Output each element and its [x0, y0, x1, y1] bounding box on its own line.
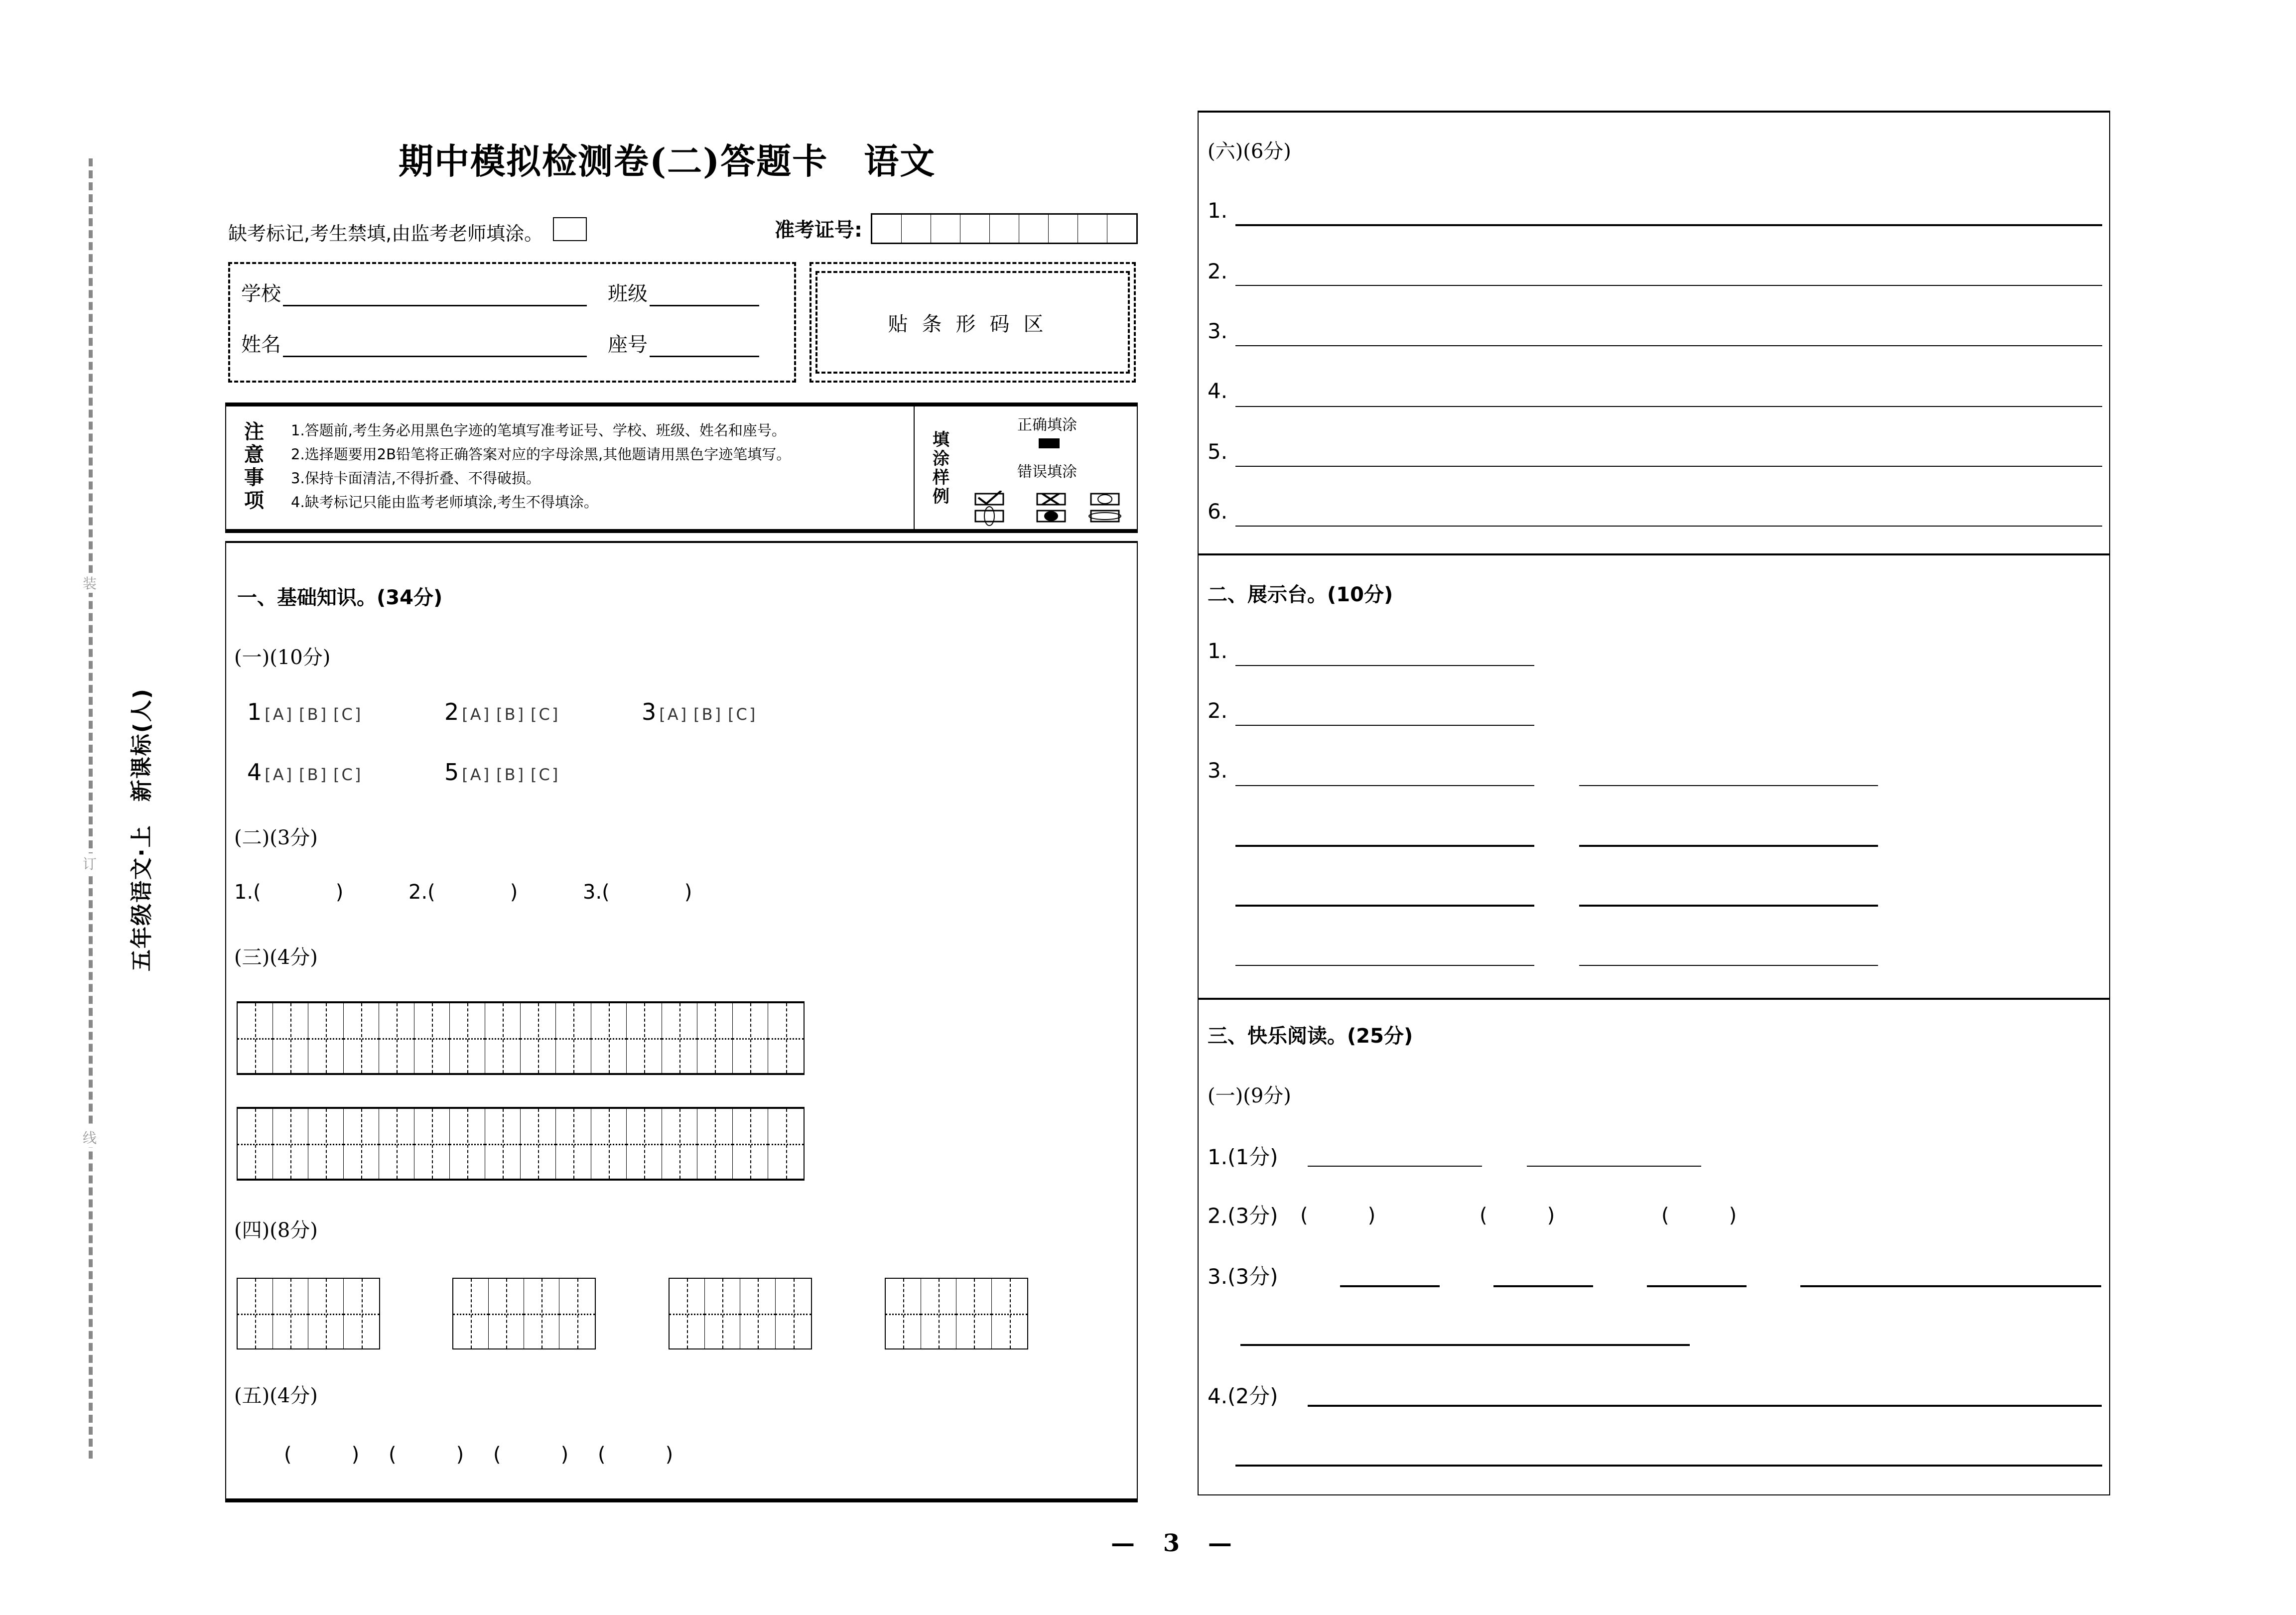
choice-question-2[interactable] [444, 698, 565, 725]
fill-heading-char: 例 [933, 487, 949, 507]
grid-cell[interactable] [238, 1109, 273, 1179]
grid-cell[interactable] [273, 1279, 308, 1348]
reading-q3-label: 3.(3分) [1208, 1264, 1278, 1289]
option-b[interactable]: [B] [693, 705, 723, 724]
exam-id-boxes[interactable] [871, 213, 1138, 244]
part5-blank[interactable]: ( ) [284, 1443, 360, 1466]
part1-title: (一)(10分) [234, 646, 331, 669]
grid-cell[interactable] [238, 1279, 273, 1348]
grid-cell[interactable] [556, 1109, 591, 1179]
part6-title: (六)(6分) [1208, 140, 1291, 163]
option-c[interactable]: [C] [333, 705, 363, 724]
reading-q2-blank[interactable]: ( ) [1661, 1204, 1737, 1227]
grid-cell[interactable] [344, 1109, 379, 1179]
exam-id-digit-box[interactable] [1107, 215, 1136, 243]
section2-title: 二、展示台。(10分) [1208, 583, 1393, 606]
answer-line[interactable] [1235, 905, 1534, 907]
line-number: 4. [1208, 379, 1228, 403]
exam-id-digit-box[interactable] [902, 215, 931, 243]
part2-answer-2[interactable] [408, 881, 518, 904]
answer-line[interactable] [1493, 1285, 1593, 1287]
grid-cell[interactable] [670, 1279, 705, 1348]
page-number: — 3 — [1111, 1529, 1242, 1557]
barcode-inner-frame [815, 271, 1130, 374]
student-info-box [228, 262, 796, 383]
question-number: 1 [247, 698, 262, 725]
option-a[interactable]: [A] [265, 705, 294, 724]
answer-line[interactable] [1308, 1166, 1482, 1167]
question-number: 4 [247, 759, 262, 786]
exam-id-digit-box[interactable] [960, 215, 990, 243]
answer-line[interactable] [1235, 785, 1534, 786]
exam-id-digit-box[interactable] [990, 215, 1019, 243]
grid-cell[interactable] [768, 1003, 804, 1073]
notes-item: 3.保持卡面清洁,不得折叠、不得破损。 [291, 470, 540, 487]
writing-grid-pair[interactable] [669, 1278, 812, 1349]
grid-cell[interactable] [591, 1003, 627, 1073]
option-b[interactable]: [B] [496, 765, 526, 784]
class-label: 班级 [608, 282, 648, 305]
absent-mark-box[interactable] [553, 217, 587, 241]
answer-line[interactable] [1579, 905, 1878, 907]
exam-id-digit-box[interactable] [872, 215, 902, 243]
option-c[interactable]: [C] [728, 705, 758, 724]
binding-mark: 订 [75, 853, 105, 873]
answer-line[interactable] [1235, 224, 2102, 226]
answer-line[interactable] [1240, 1344, 1690, 1346]
grid-cell[interactable] [559, 1279, 595, 1348]
grid-cell[interactable] [273, 1109, 308, 1179]
option-c[interactable]: [C] [531, 705, 560, 724]
answer-line[interactable] [1800, 1285, 2101, 1287]
notes-heading-char: 注 [244, 420, 264, 443]
line-number: 6. [1208, 499, 1228, 524]
notes-heading [243, 420, 265, 512]
notes-item: 2.选择题要用2B铅笔将正确答案对应的字母涂黑,其他题请用黑色字迹笔填写。 [291, 446, 791, 463]
panel-divider [1198, 998, 2110, 1000]
correct-fill-label: 正确填涂 [1017, 416, 1077, 434]
part5-blank[interactable]: ( ) [493, 1443, 569, 1466]
fill-heading-char: 涂 [933, 449, 949, 469]
answer-label: 1.( [234, 881, 261, 904]
fill-example-heading [931, 430, 951, 506]
answer-line[interactable] [1579, 785, 1878, 786]
option-b[interactable]: [B] [496, 705, 526, 724]
notes-list [291, 418, 791, 514]
grid-cell[interactable] [344, 1003, 379, 1073]
option-a[interactable]: [A] [462, 705, 492, 724]
school-label: 学校 [241, 282, 281, 305]
school-field[interactable] [241, 278, 587, 306]
option-a[interactable]: [A] [462, 765, 492, 784]
exam-id-label: 准考证号: [775, 219, 862, 242]
notes-item: 1.答题前,考生务必用黑色字迹的笔填写准考证号、学校、班级、姓名和座号。 [291, 422, 786, 439]
option-b[interactable]: [B] [299, 705, 329, 724]
answer-line[interactable] [1235, 345, 2102, 346]
option-c[interactable]: [C] [333, 765, 363, 784]
line-number: 3. [1208, 319, 1228, 343]
line-number: 1. [1208, 639, 1228, 663]
answer-line[interactable] [1235, 1465, 2102, 1467]
grid-cell[interactable] [697, 1003, 733, 1073]
exam-id-digit-box[interactable] [931, 215, 960, 243]
answer-line[interactable] [1235, 466, 2102, 467]
section1-title: 一、基础知识。(34分) [237, 586, 443, 609]
exam-id-digit-box[interactable] [1019, 215, 1049, 243]
name-field[interactable] [241, 329, 587, 357]
choice-question-3[interactable] [642, 698, 762, 725]
option-a[interactable]: [A] [265, 765, 294, 784]
check-mark-icon [975, 491, 1003, 505]
grid-cell[interactable] [524, 1279, 559, 1348]
question-number: 2 [444, 698, 459, 725]
seat-input-line[interactable] [650, 352, 759, 357]
grid-cell[interactable] [776, 1279, 811, 1348]
part2-title: (二)(3分) [234, 826, 318, 849]
binding-dashed-line [89, 158, 93, 1459]
filled-oval-mark-icon [1037, 511, 1065, 522]
line-number: 5. [1208, 439, 1228, 464]
name-label: 姓名 [241, 333, 281, 356]
close-paren: ) [510, 881, 518, 904]
grid-cell[interactable] [992, 1279, 1027, 1348]
answer-line[interactable] [1579, 965, 1878, 966]
option-b[interactable]: [B] [299, 765, 329, 784]
grid-cell[interactable] [697, 1109, 733, 1179]
class-input-line[interactable] [650, 301, 759, 306]
answer-line[interactable] [1235, 725, 1534, 726]
grid-cell[interactable] [238, 1003, 273, 1073]
answer-line[interactable] [1340, 1285, 1440, 1287]
answer-line[interactable] [1235, 526, 2102, 527]
writing-grid-row[interactable] [237, 1001, 805, 1075]
part2-answer-1[interactable] [234, 881, 343, 904]
notes-item: 4.缺考标记只能由监考老师填涂,考生不得填涂。 [291, 494, 598, 511]
reading-q4-label: 4.(2分) [1208, 1384, 1278, 1408]
answer-label: 2.( [408, 881, 435, 904]
grid-cell[interactable] [308, 1003, 344, 1073]
grid-cell[interactable] [485, 1109, 521, 1179]
grid-cell[interactable] [733, 1003, 768, 1073]
part5-blank[interactable]: ( ) [389, 1443, 464, 1466]
grid-cell[interactable] [414, 1003, 450, 1073]
answer-line[interactable] [1527, 1166, 1701, 1167]
line-number: 2. [1208, 698, 1228, 723]
grid-cell[interactable] [379, 1109, 414, 1179]
option-c[interactable]: [C] [531, 765, 560, 784]
answer-line[interactable] [1235, 406, 2102, 407]
choice-question-1[interactable] [247, 698, 368, 725]
grid-cell[interactable] [308, 1109, 344, 1179]
small-circle-mark-icon [1091, 494, 1119, 505]
grid-cell[interactable] [705, 1279, 740, 1348]
question-number: 3 [642, 698, 657, 725]
answer-line[interactable] [1235, 845, 1534, 847]
reading-q2-blank[interactable]: ( ) [1300, 1204, 1376, 1227]
writing-grid-pair[interactable] [237, 1278, 380, 1349]
answer-line[interactable] [1235, 285, 2102, 286]
grid-cell[interactable] [627, 1003, 662, 1073]
absent-note: 缺考标记,考生禁填,由监考老师填涂。 [228, 223, 543, 245]
notes-heading-char: 意 [244, 443, 264, 466]
seat-label: 座号 [608, 333, 648, 356]
close-paren: ) [684, 881, 692, 904]
grid-cell[interactable] [591, 1109, 627, 1179]
option-a[interactable]: [A] [659, 705, 689, 724]
grid-cell[interactable] [308, 1279, 344, 1348]
grid-cell[interactable] [662, 1003, 697, 1073]
writing-grid-pair[interactable] [885, 1278, 1028, 1349]
binding-mark: 线 [75, 1127, 105, 1147]
answer-line[interactable] [1235, 965, 1534, 966]
school-input-line[interactable] [283, 301, 587, 306]
question-number: 5 [444, 759, 459, 786]
part5-blank[interactable]: ( ) [598, 1443, 674, 1466]
exam-id-digit-box[interactable] [1049, 215, 1078, 243]
grid-cell[interactable] [956, 1279, 992, 1348]
grid-cell[interactable] [733, 1109, 768, 1179]
writing-grid-row[interactable] [237, 1107, 805, 1181]
fill-heading-char: 样 [933, 468, 949, 488]
grid-cell[interactable] [344, 1279, 379, 1348]
notes-heading-char: 事 [244, 466, 264, 489]
answer-label: 3.( [583, 881, 610, 904]
answer-line[interactable] [1235, 665, 1534, 666]
part3-title: (三)(4分) [234, 946, 318, 969]
notes-divider [914, 406, 915, 529]
page-title: 期中模拟检测卷(二)答题卡 语文 [399, 140, 936, 182]
line-number: 2. [1208, 259, 1228, 283]
grid-cell[interactable] [414, 1109, 450, 1179]
wrong-fill-label: 错误填涂 [1017, 463, 1077, 481]
wrong-fill-marks [971, 491, 1126, 531]
answer-line[interactable] [1579, 845, 1878, 847]
reading-q2-label: 2.(3分) [1208, 1204, 1278, 1228]
barcode-label: 贴条形码区 [888, 312, 1058, 336]
answer-line[interactable] [1308, 1405, 2102, 1407]
grid-cell[interactable] [453, 1279, 489, 1348]
fill-heading-char: 填 [933, 430, 949, 450]
vertical-oval-mark-icon [975, 507, 1003, 526]
reading-q2-blank[interactable]: ( ) [1480, 1204, 1555, 1227]
grid-cell[interactable] [379, 1003, 414, 1073]
choice-question-4[interactable] [247, 759, 368, 786]
grid-cell[interactable] [627, 1109, 662, 1179]
grade-subject-label: 五年级语文·上 新课标(人) [129, 688, 154, 971]
grid-cell[interactable] [921, 1279, 956, 1348]
wide-oval-mark-icon [1089, 511, 1121, 522]
grid-cell[interactable] [740, 1279, 776, 1348]
grid-cell[interactable] [768, 1109, 804, 1179]
panel-divider [1198, 553, 2110, 555]
choice-question-5[interactable] [444, 759, 565, 786]
name-input-line[interactable] [283, 352, 587, 357]
grid-cell[interactable] [489, 1279, 524, 1348]
grid-cell[interactable] [556, 1003, 591, 1073]
reading-q1-label: 1.(1分) [1208, 1145, 1278, 1169]
barcode-area [810, 262, 1136, 383]
grid-cell[interactable] [485, 1003, 521, 1073]
notes-heading-char: 项 [244, 489, 264, 512]
correct-fill-mark-icon [1039, 438, 1060, 448]
right-answer-panel [1198, 111, 2110, 1495]
part4-title: (四)(8分) [234, 1219, 318, 1242]
binding-mark: 装 [75, 573, 105, 593]
section3-part1-title: (一)(9分) [1208, 1084, 1291, 1107]
grid-cell[interactable] [662, 1109, 697, 1179]
seat-field[interactable] [608, 329, 759, 357]
grid-cell[interactable] [273, 1003, 308, 1073]
grid-cell[interactable] [886, 1279, 921, 1348]
answer-line[interactable] [1647, 1285, 1747, 1287]
section3-title: 三、快乐阅读。(25分) [1208, 1025, 1413, 1048]
cross-mark-icon [1037, 494, 1065, 505]
grid-cell[interactable] [450, 1109, 485, 1179]
grid-cell[interactable] [521, 1109, 556, 1179]
writing-grid-pair[interactable] [452, 1278, 596, 1349]
line-number: 3. [1208, 758, 1228, 783]
close-paren: ) [335, 881, 344, 904]
exam-id-digit-box[interactable] [1078, 215, 1107, 243]
line-number: 1. [1208, 198, 1228, 223]
grid-cell[interactable] [450, 1003, 485, 1073]
part2-answer-3[interactable] [583, 881, 692, 904]
grid-cell[interactable] [521, 1003, 556, 1073]
class-field[interactable] [608, 278, 759, 306]
part5-title: (五)(4分) [234, 1384, 318, 1407]
